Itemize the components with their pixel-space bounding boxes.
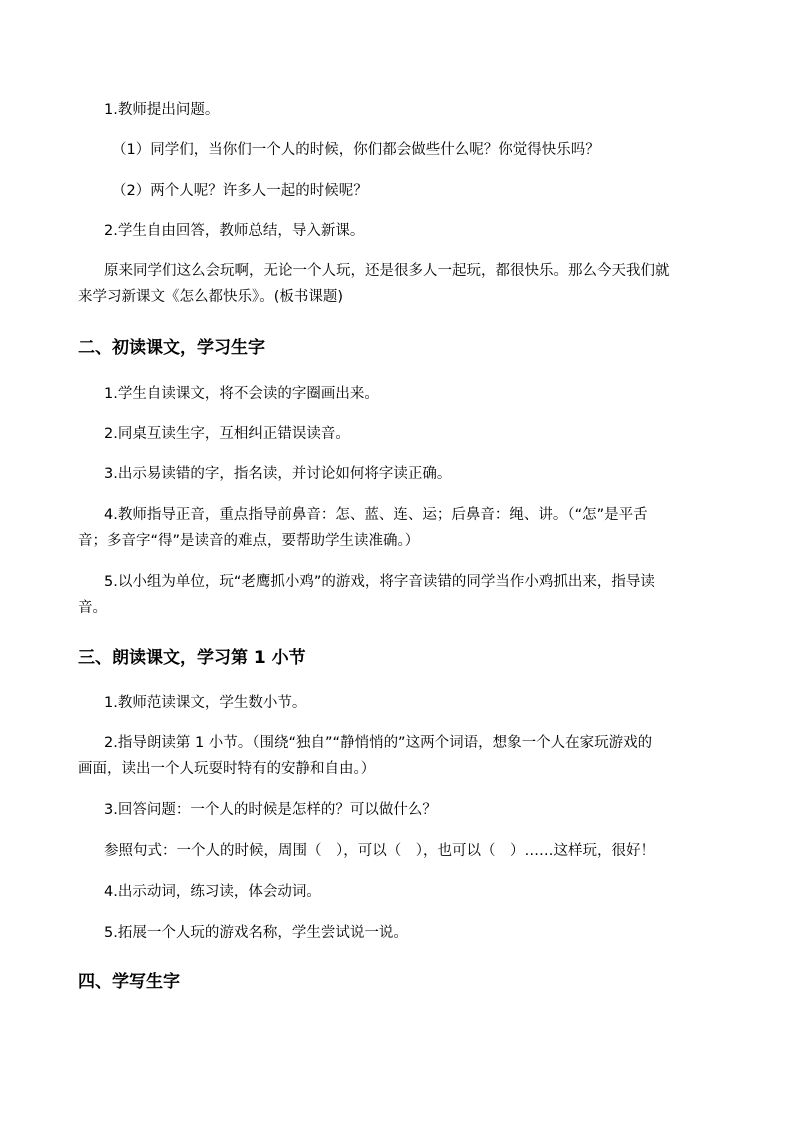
s1-item2: 2.学生自由回答，教师总结，导入新课。 [104, 223, 365, 239]
s1-question2: （2）两个人呢？许多人一起的时候呢？ [112, 183, 368, 199]
s1-item1: 1.教师提出问题。 [104, 102, 220, 118]
s2-item1: 1.学生自读课文，将不会读的字圈画出来。 [104, 386, 379, 402]
s2-item2: 2.同桌互读生字，互相纠正错误读音。 [104, 426, 350, 442]
section2-heading: 二、初读课文，学习生字 [78, 338, 265, 358]
s2-item5-line2: 音。 [78, 600, 107, 616]
section4-heading: 四、学写生字 [78, 972, 180, 992]
s2-item5-line1: 5.以小组为单位，玩“老鹰抓小鸡”的游戏，将字音读错的同学当作小鸡抓出来，指导读 [104, 574, 655, 590]
s3-item2-line1: 2.指导朗读第 1 小节。（围绕“独自”“静悄悄的”这两个词语，想象一个人在家玩游戏的 [104, 735, 653, 751]
s3-item4: 4.出示动词，练习读，体会动词。 [104, 884, 321, 900]
s2-item3: 3.出示易读错的字，指名读，并讨论如何将字读正确。 [104, 466, 452, 482]
s1-intro-line1: 原来同学们这么会玩啊，无论一个人玩，还是很多人一起玩，都很快乐。那么今天我们就 [104, 263, 670, 279]
s3-item1: 1.教师范读课文，学生数小节。 [104, 695, 307, 711]
s2-item4-line1: 4.教师指导正音，重点指导前鼻音：怎、蓝、连、运；后鼻音：绳、讲。（“怎”是平舌 [104, 507, 648, 523]
s1-intro-line2: 来学习新课文《怎么都快乐》。(板书课题) [78, 289, 344, 305]
s3-item2-line2: 画面，读出一个人玩耍时特有的安静和自由。） [78, 761, 376, 777]
s3-sentence-pattern: 参照句式：一个人的时候，周围（ ），可以（ ），也可以（ ）……这样玩，很好！ [104, 843, 655, 859]
s1-question1: （1）同学们，当你们一个人的时候，你们都会做些什么呢？你觉得快乐吗？ [112, 142, 600, 158]
s3-item5: 5.拓展一个人玩的游戏名称，学生尝试说一说。 [104, 925, 408, 941]
s3-item3: 3.回答问题：一个人的时候是怎样的？可以做什么？ [104, 802, 437, 818]
s2-item4-line2: 音；多音字“得”是读音的难点，要帮助学生读准确。） [78, 533, 420, 549]
section3-heading: 三、朗读课文，学习第 1 小节 [78, 648, 306, 668]
